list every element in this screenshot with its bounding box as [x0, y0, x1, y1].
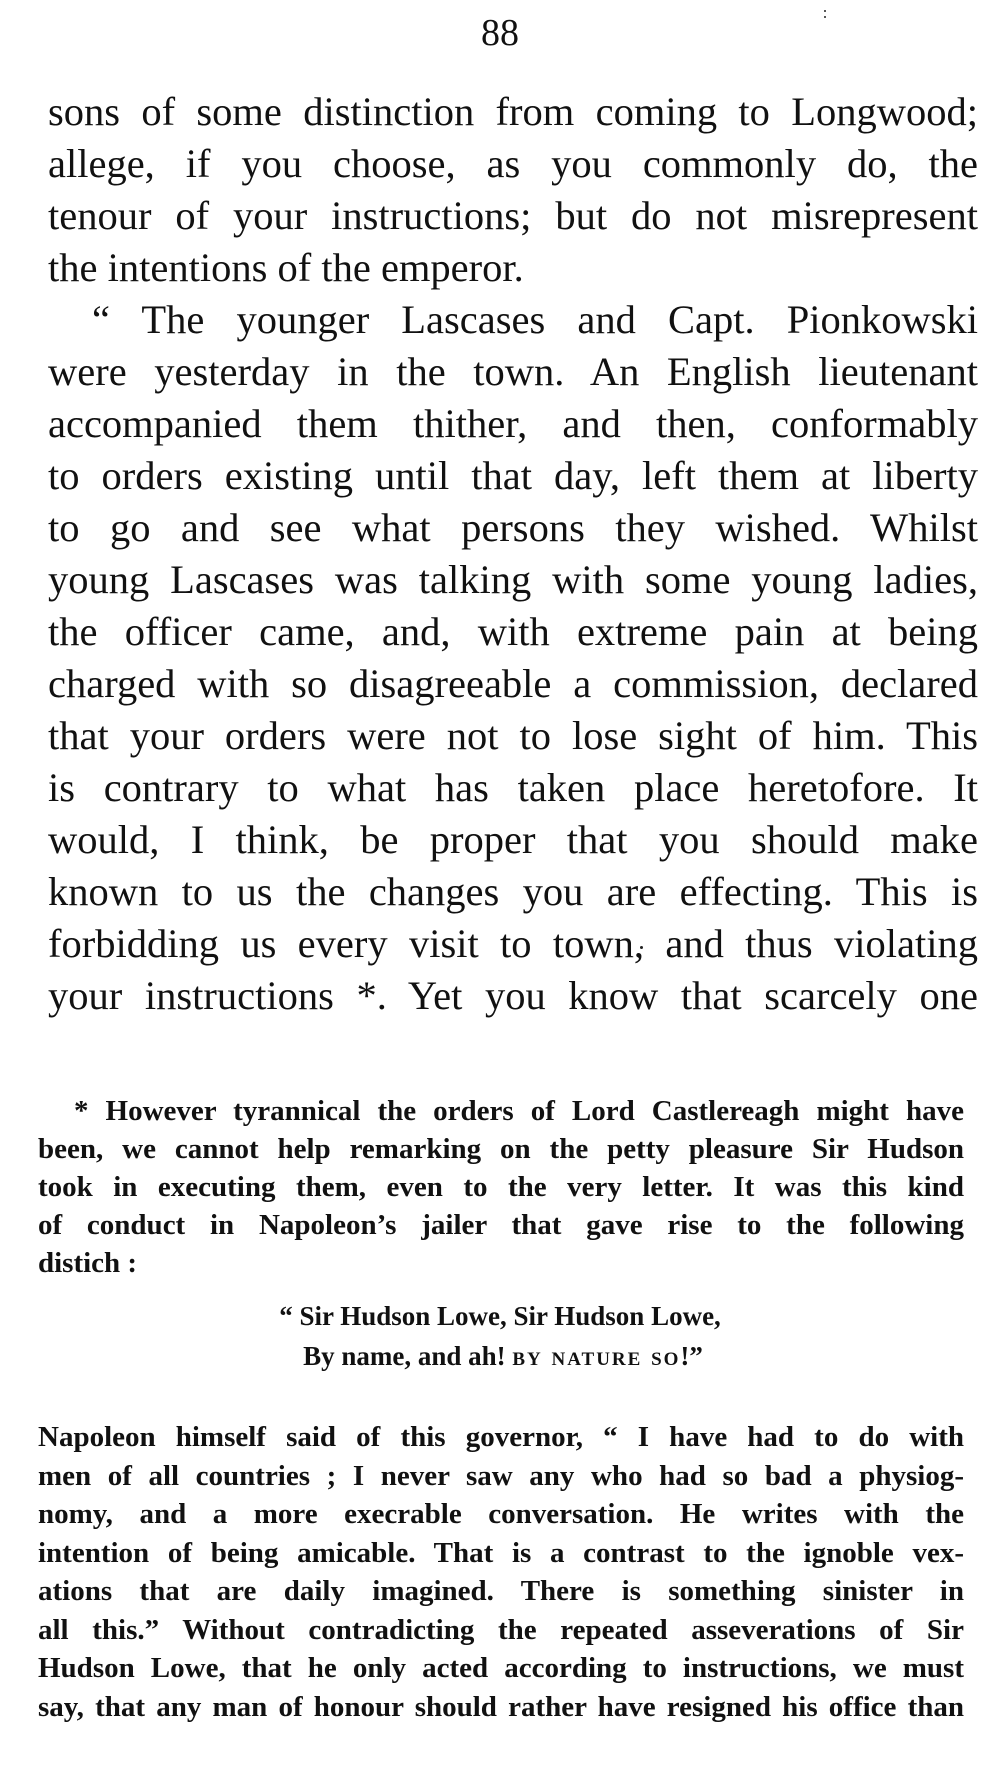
text-line: known to us the changes you are effecting. This is: [48, 869, 978, 914]
print-speck: [824, 16, 826, 18]
text-line: would, I think, be proper that you should make: [48, 817, 978, 862]
footnote-line: Napoleon himself said of this governor, “ I have had to do with: [38, 1421, 964, 1453]
footnote-line: distich :: [38, 1247, 138, 1279]
text-line: “ The younger Lascases and Capt. Pionkowski: [92, 297, 978, 342]
text-line: is contrary to what has taken place heretofore. It: [48, 765, 978, 810]
verse-text: !”: [680, 1341, 703, 1371]
footnote-line: say, that any man of honour should rather have resigned his office than: [38, 1690, 964, 1723]
text-line: forbidding us every visit to town, and thus violating: [48, 921, 978, 966]
footnote-line: * However tyrannical the orders of Lord Castlereagh might have: [74, 1095, 964, 1127]
footnote-line: of conduct in Napoleon’s jailer that gave rise to the following: [38, 1209, 964, 1241]
text-line: tenour of your instructions; but do not misrepresent: [48, 193, 978, 238]
print-speck: [824, 10, 826, 12]
footnote-line: took in executing them, even to the very letter. It was this kind: [38, 1171, 964, 1203]
footnote-continuation: [38, 1418, 964, 1726]
text-line: to orders existing until that day, left them at liberty: [48, 453, 978, 498]
text-line: to go and see what persons they wished. Whilst: [48, 505, 978, 550]
footnote-line: all this.” Without contradicting the repeated asseverations of Sir: [38, 1613, 964, 1646]
page-number: 88: [481, 12, 519, 54]
footnote-line: Hudson Lowe, that he only acted according to instructions, we must: [38, 1652, 964, 1684]
text-line: accompanied them thither, and then, conformably: [48, 401, 978, 446]
footnote-line: ations that are daily imagined. There is something sinister in: [38, 1575, 964, 1607]
footnote-line: been, we cannot help remarking on the petty pleasure Sir Hudson: [38, 1133, 964, 1165]
footnote-line: nomy, and a more execrable conversation. He writes with the: [38, 1498, 964, 1530]
text-line: that your orders were not to lose sight of him. This: [48, 713, 978, 758]
text-line: young Lascases was talking with some young ladies,: [48, 557, 978, 602]
text-line: charged with so disagreeable a commission, declared: [48, 661, 978, 706]
text-line: allege, if you choose, as you commonly do, the: [48, 141, 978, 186]
verse-text: By name, and ah!: [303, 1341, 513, 1371]
verse-line: [0, 1336, 1000, 1376]
footnote-line: intention of being amicable. That is a contrast to the ignoble vex-: [38, 1536, 964, 1569]
text-line: your instructions *. Yet you know that scarcely one: [48, 973, 978, 1018]
main-text: [48, 86, 978, 1022]
text-line: the intentions of the emperor.: [48, 245, 524, 290]
verse-smallcaps: by nature so: [512, 1341, 681, 1371]
text-line: were yesterday in the town. An English lieutenant: [48, 349, 978, 394]
text-line: the officer came, and, with extreme pain at being: [48, 609, 978, 654]
footnote-line: men of all countries ; I never saw any who had so bad a physiog-: [38, 1459, 964, 1492]
footnote: [38, 1092, 964, 1282]
verse-line: “ Sir Hudson Lowe, Sir Hudson Lowe,: [279, 1301, 721, 1331]
distich: [0, 1296, 1000, 1376]
text-line: sons of some distinction from coming to Longwood;: [48, 89, 978, 134]
